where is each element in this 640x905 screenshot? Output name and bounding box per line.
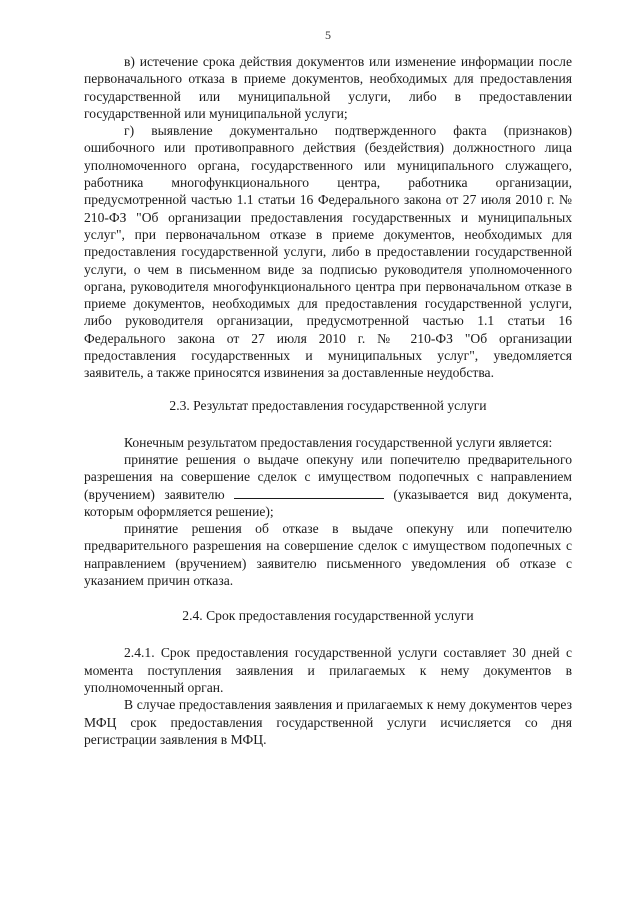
term-paragraph-2: В случае предоставления заявления и прилагаемых к нему документов через МФЦ срок предоставления государственной услуги исчисляется со дня регистрации заявления в МФЦ. bbox=[84, 697, 572, 747]
result-item-2: принятие решения об отказе в выдаче опекуну или попечителю предварительного разрешения на совершение сделок с имуществом подопечных с направлением (вручением) заявителю письменного уведомления об отказе с указанием причин отказа. bbox=[84, 521, 572, 589]
paragraph-g: г) выявление документально подтвержденного факта (признаков) ошибочного или противоправного действия (бездействия) должностного лица уполномоченного органа, государственного или муниципального служащего, работника многофункционального центра, работника организации, предусмотренной частью 1.1 статьи 16 Федерального закона от 27 июля 2010 г. № 210-ФЗ "Об организации предоставления государственных и муниципальных услуг", при первоначальном отказе в приеме документов, необходимых для предоставления государственной услуги, либо в предоставлении государственной услуги, о чем в письменном виде за подписью руководителя уполномоченного органа, руководителя многофункционального центра при первоначальном отказе в приеме документов, необходимых для предоставления государственной услуги, либо руководителя организации, предусмотренной частью 1.1 статьи 16 Федерального закона от 27 июля 2010 г. № 210-ФЗ "Об организации предоставления государственных и муниципальных услуг", уведомляется заявитель, а также приносятся извинения за доставленные неудобства. bbox=[84, 123, 572, 381]
section-2-3-intro: Конечным результатом предоставления государственной услуги является: bbox=[124, 434, 553, 450]
paragraph-v: в) истечение срока действия документов или изменение информации после первоначального отказа в приеме документов, необходимых для предоставления государственной или муниципальной услуги, либо в предоставлении государственной или муниципальной услуги; bbox=[84, 54, 572, 121]
page-number: 5 bbox=[325, 28, 331, 42]
section-2-4-heading: 2.4. Срок предоставления государственной услуги bbox=[182, 608, 474, 624]
blank-line bbox=[234, 487, 384, 499]
result-item-1 bbox=[84, 451, 572, 520]
term-paragraph-1: 2.4.1. Срок предоставления государственной услуги составляет 30 дней с момента поступления заявления и прилагаемых к нему документов в уполномоченный орган. bbox=[84, 645, 572, 695]
section-2-3-heading: 2.3. Результат предоставления государственной услуги bbox=[169, 397, 487, 413]
result-item-1-text: принятие решения о выдаче опекуну или попечителю предварительного разрешения на совершение сделок с имуществом подопечных с направлением (вручением) заявителю bbox=[84, 451, 572, 502]
result-item-1-tail: (указывается вид документа, которым оформляется решение); bbox=[84, 486, 572, 519]
